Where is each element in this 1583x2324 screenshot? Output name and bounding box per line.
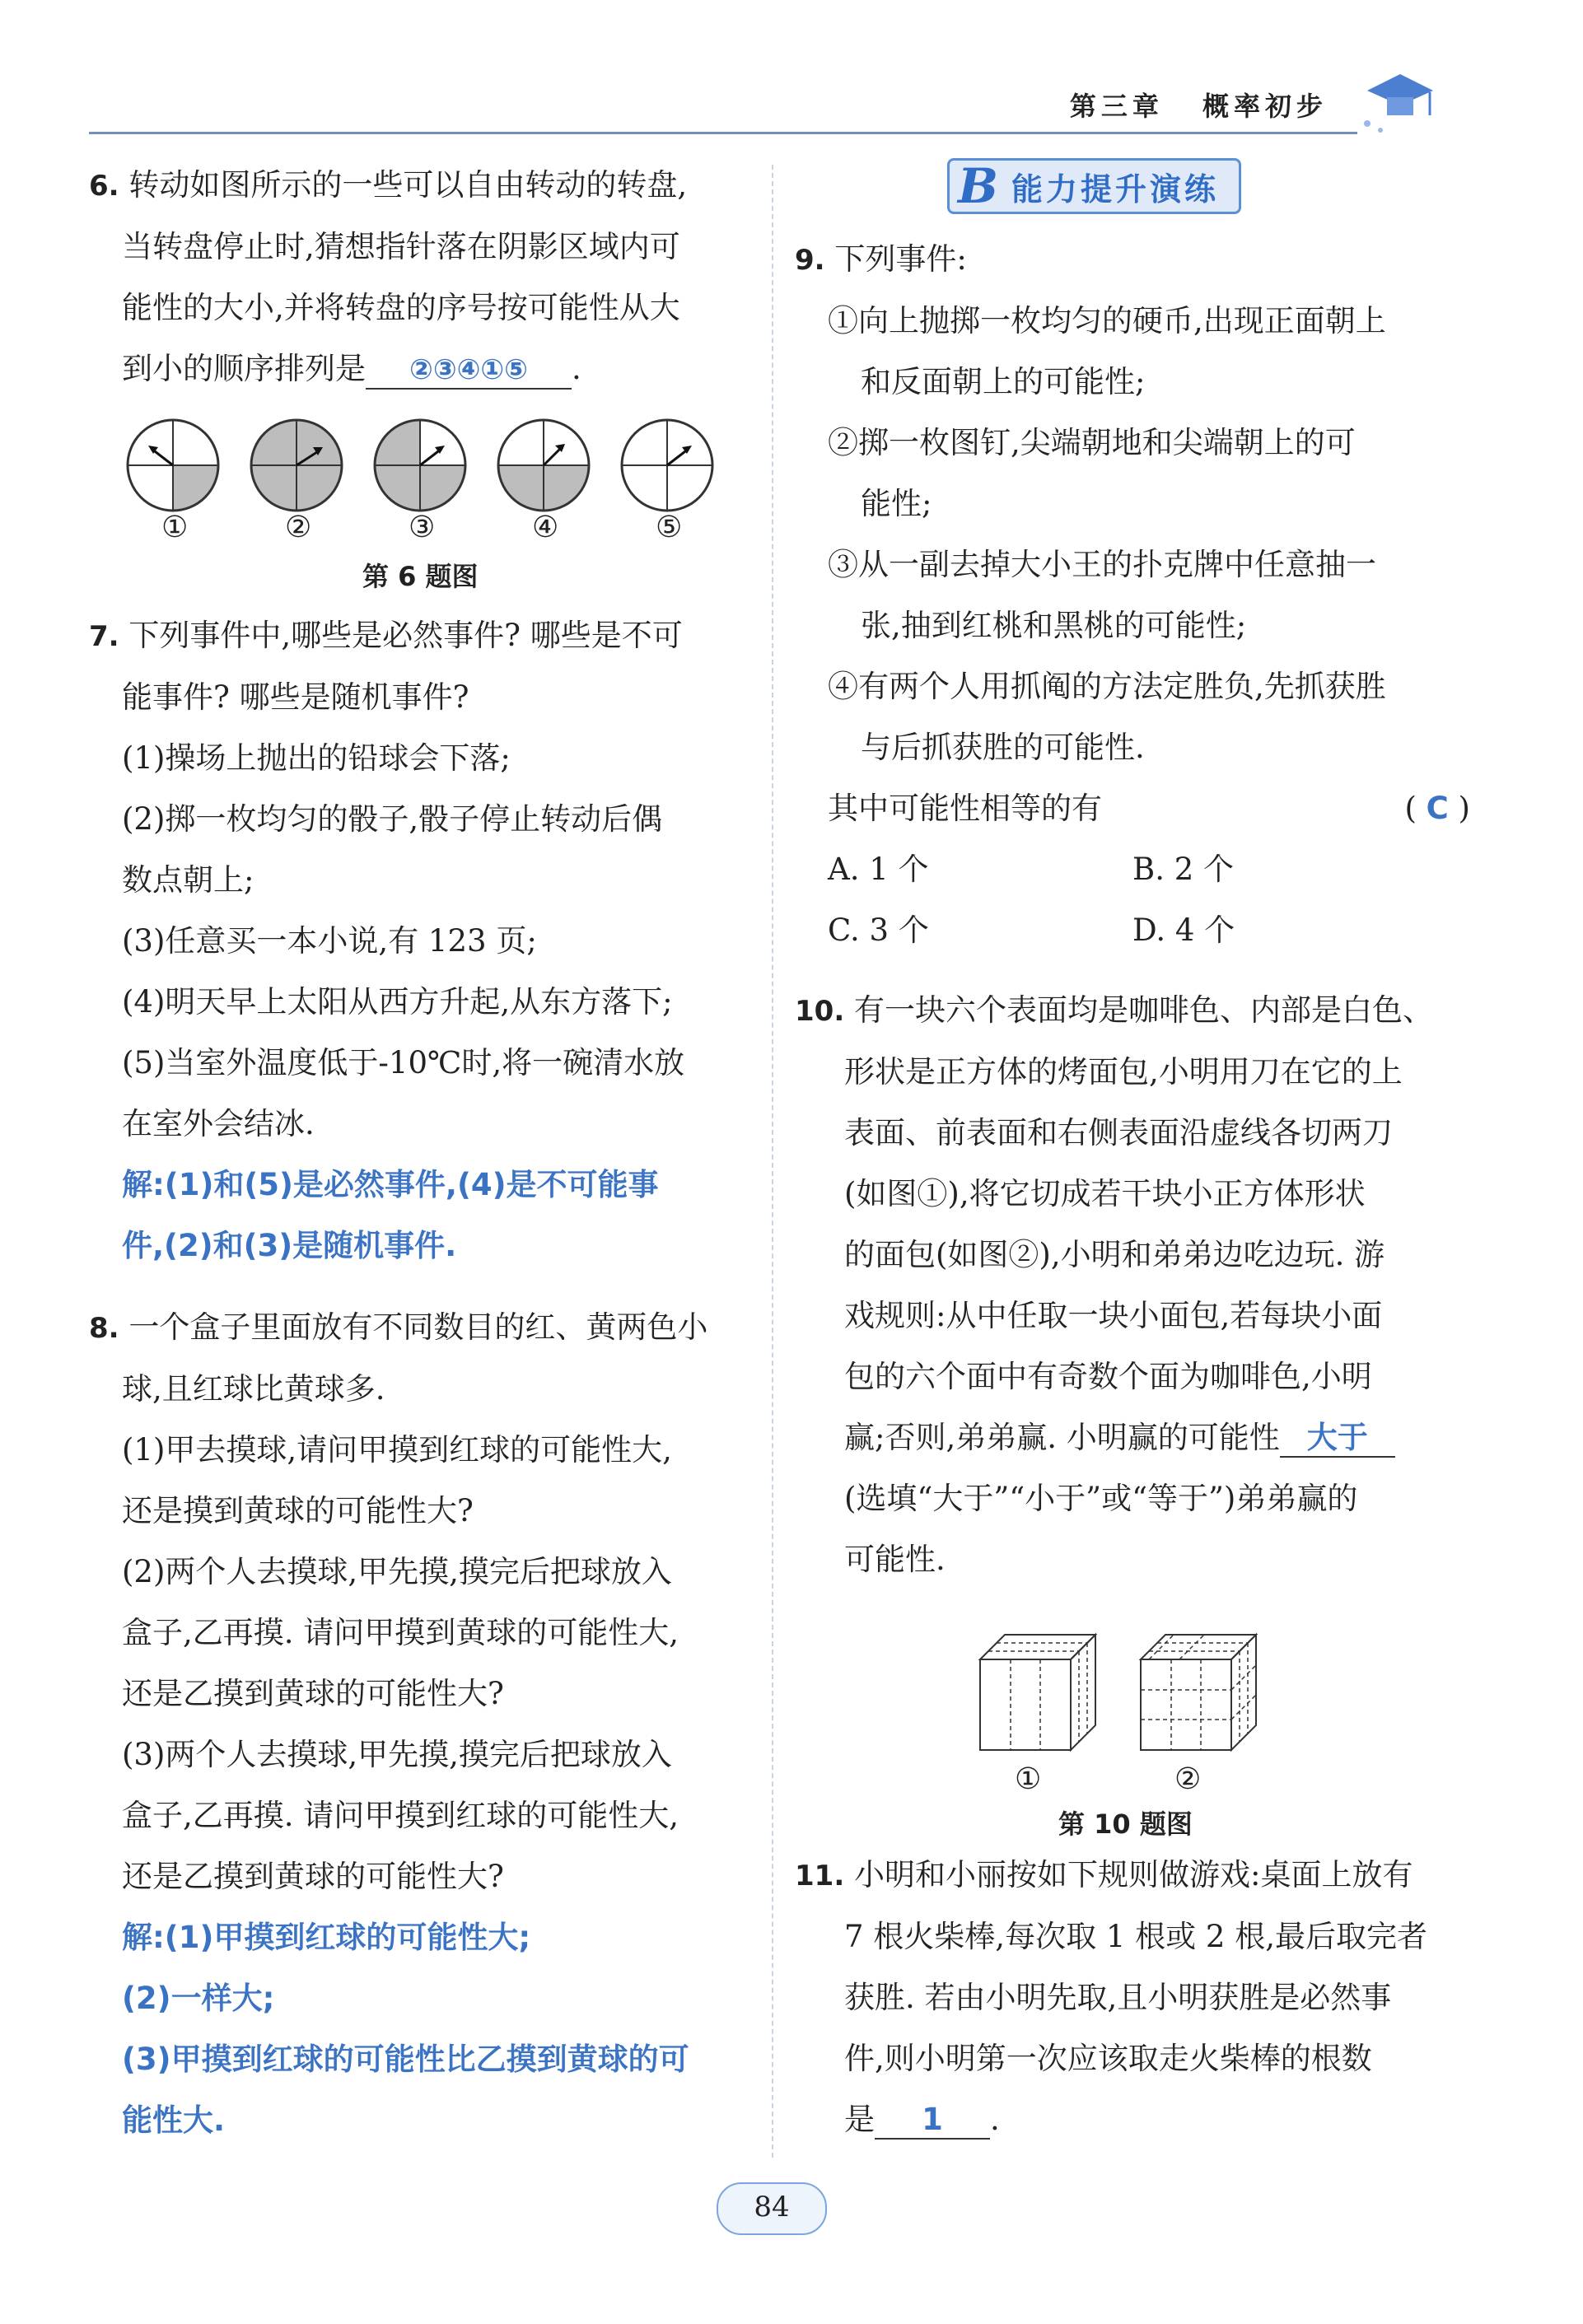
q10-line: 赢;否则,弟弟赢. 小明赢的可能性 <box>844 1420 1280 1455</box>
q8-line: 还是乙摸到黄球的可能性大? <box>122 1676 504 1711</box>
chapter-title: 概率初步 <box>1202 91 1328 122</box>
q9-line: ②掷一枚图钉,尖端朝地和尖端朝上的可 <box>828 425 1356 460</box>
page-number: 84 <box>717 2182 827 2235</box>
cube-label: ② <box>1174 1762 1202 1796</box>
header-rule <box>89 132 1357 134</box>
q9-option: D. 4 个 <box>1132 912 1235 948</box>
q9-line: 能性; <box>861 486 932 521</box>
q7-line: 在室外会结冰. <box>122 1106 315 1141</box>
spinner-label: ⑤ <box>656 511 683 544</box>
q10-line: 戏规则:从中任取一块小面包,若每块小面 <box>844 1298 1383 1333</box>
q9-line: ③从一副去掉大小王的扑克牌中任意抽一 <box>828 547 1376 582</box>
q11-answer-blank: 1 <box>875 2102 990 2140</box>
q8-line: (3)两个人去摸球,甲先摸,摸完后把球放入 <box>122 1737 672 1772</box>
spinner-label: ① <box>161 511 189 544</box>
q8-answer-line: (3)甲摸到红球的可能性比乙摸到黄球的可 <box>122 2042 689 2077</box>
q8-line: 盒子,乙再摸. 请问甲摸到黄球的可能性大, <box>122 1615 679 1650</box>
q8-line: 还是摸到黄球的可能性大? <box>122 1493 474 1528</box>
q9-line: 与后抓获胜的可能性. <box>861 730 1145 765</box>
q9-number: 9. <box>795 244 825 277</box>
q7-line: (3)任意买一本小说,有 123 页; <box>122 923 537 959</box>
q10-line: (选填“大于”“小于”或“等于”)弟弟赢的 <box>844 1481 1358 1516</box>
spinner-5 <box>622 420 712 511</box>
q8-answer-line: 解:(1)甲摸到红球的可能性大; <box>122 1920 531 1955</box>
q6-line: 转动如图所示的一些可以自由转动的转盘, <box>128 167 688 203</box>
q11-number: 11. <box>795 1860 845 1892</box>
q8-answer-line: 能性大. <box>122 2102 226 2138</box>
q8-line: 还是乙摸到黄球的可能性大? <box>122 1859 504 1894</box>
question-8 <box>89 1297 756 2151</box>
q11-line: 是 <box>844 2102 875 2137</box>
graduation-cap-icon <box>1351 58 1450 140</box>
q10-line: 有一块六个表面均是咖啡色、内部是白色、 <box>854 992 1433 1028</box>
q6-line: 当转盘停止时,猜想指针落在阴影区域内可 <box>122 229 680 264</box>
spinner-2 <box>251 420 342 511</box>
q8-line: 球,且红球比黄球多. <box>122 1371 385 1407</box>
q11-period: . <box>990 2102 1000 2137</box>
spinner-label: ② <box>285 511 312 544</box>
spinner-label: ④ <box>532 511 559 544</box>
q8-line: 盒子,乙再摸. 请问甲摸到红球的可能性大, <box>122 1798 679 1833</box>
chapter-label: 第三章 <box>1069 91 1164 122</box>
q9-line: ④有两个人用抓阄的方法定胜负,先抓获胜 <box>828 669 1386 704</box>
q7-line: 数点朝上; <box>122 862 254 898</box>
question-6 <box>89 155 748 399</box>
q10-line: 表面、前表面和右侧表面沿虚线各切两刀 <box>844 1115 1393 1150</box>
q9-answer-bracket: ( C ) <box>1404 791 1470 826</box>
q9-line: ①向上抛掷一枚均匀的硬币,出现正面朝上 <box>828 303 1386 338</box>
section-letter: B <box>958 158 999 214</box>
q9-line: 张,抽到红桃和黑桃的可能性; <box>861 608 1247 643</box>
q8-answer-line: (2)一样大; <box>122 1981 275 2016</box>
q10-line: 可能性. <box>844 1542 946 1577</box>
q10-figure-caption: 第 10 题图 <box>1058 1808 1193 1840</box>
q7-line: 下列事件中,哪些是必然事件? 哪些是不可 <box>128 618 683 653</box>
q7-line: (5)当室外温度低于-10℃时,将一碗清水放 <box>122 1045 685 1080</box>
q10-line: 形状是正方体的烤面包,小明用刀在它的上 <box>844 1054 1403 1090</box>
q11-line: 件,则小明第一次应该取走火柴棒的根数 <box>844 2041 1372 2076</box>
spinner-1 <box>128 420 218 511</box>
q9-answer: C <box>1426 791 1449 826</box>
q10-number: 10. <box>795 995 845 1028</box>
q10-line: (如图①),将它切成若干块小正方体形状 <box>844 1176 1366 1211</box>
q7-answer-line: 件,(2)和(3)是随机事件. <box>122 1228 457 1263</box>
q11-line: 7 根火柴棒,每次取 1 根或 2 根,最后取完者 <box>844 1919 1427 1954</box>
cube-2 <box>1141 1635 1256 1750</box>
q6-line: 到小的顺序排列是 <box>122 351 366 386</box>
q7-line: 能事件? 哪些是随机事件? <box>122 679 469 715</box>
q10-cubes-figure <box>972 1626 1268 1766</box>
spinner-label: ③ <box>409 511 436 544</box>
question-7 <box>89 605 756 1276</box>
q8-line: (2)两个人去摸球,甲先摸,摸完后把球放入 <box>122 1554 672 1589</box>
q10-line: 的面包(如图②),小明和弟弟边吃边玩. 游 <box>844 1237 1385 1272</box>
q7-answer-line: 解:(1)和(5)是必然事件,(4)是不可能事 <box>122 1167 659 1202</box>
q11-line: 小明和小丽按如下规则做游戏:桌面上放有 <box>854 1857 1413 1892</box>
q9-option: A. 1 个 <box>828 852 929 887</box>
q10-answer-blank: 大于 <box>1280 1420 1395 1458</box>
cube-1 <box>980 1635 1095 1750</box>
q7-number: 7. <box>89 620 119 653</box>
q6-number: 6. <box>89 170 119 203</box>
column-divider <box>772 165 773 2158</box>
q7-line: (1)操场上抛出的铅球会下落; <box>122 740 511 776</box>
q7-line: (4)明天早上太阳从西方升起,从东方落下; <box>122 984 673 1020</box>
q11-line: 获胜. 若由小明先取,且小明获胜是必然事 <box>844 1980 1392 2015</box>
q6-figure-caption: 第 6 题图 <box>362 561 479 592</box>
q8-line: (1)甲去摸球,请问甲摸到红球的可能性大, <box>122 1432 672 1468</box>
question-10 <box>795 980 1470 1590</box>
q8-number: 8. <box>89 1312 119 1345</box>
cube-label: ① <box>1015 1762 1042 1796</box>
q9-line: 和反面朝上的可能性; <box>861 364 1146 399</box>
q7-line: (2)掷一枚均匀的骰子,骰子停止转动后偶 <box>122 801 663 837</box>
q9-line: 下列事件: <box>834 241 967 277</box>
question-11 <box>795 1845 1470 2150</box>
q8-line: 一个盒子里面放有不同数目的红、黄两色小 <box>128 1309 708 1345</box>
chapter-header <box>1070 86 1328 124</box>
spinner-4 <box>498 420 589 511</box>
spinner-3 <box>375 420 465 511</box>
q6-period: . <box>572 351 581 386</box>
q6-answer-blank: ②③④①⑤ <box>366 352 572 390</box>
q9-option: C. 3 个 <box>828 912 929 948</box>
section-banner <box>947 158 1293 216</box>
q9-option: B. 2 个 <box>1132 852 1235 887</box>
q9-line: 其中可能性相等的有 <box>828 791 1102 826</box>
question-9 <box>795 229 1470 961</box>
section-title: 能力提升演练 <box>1011 170 1220 208</box>
q6-line: 能性的大小,并将转盘的序号按可能性从大 <box>122 290 680 325</box>
q10-line: 包的六个面中有奇数个面为咖啡色,小明 <box>844 1359 1372 1394</box>
